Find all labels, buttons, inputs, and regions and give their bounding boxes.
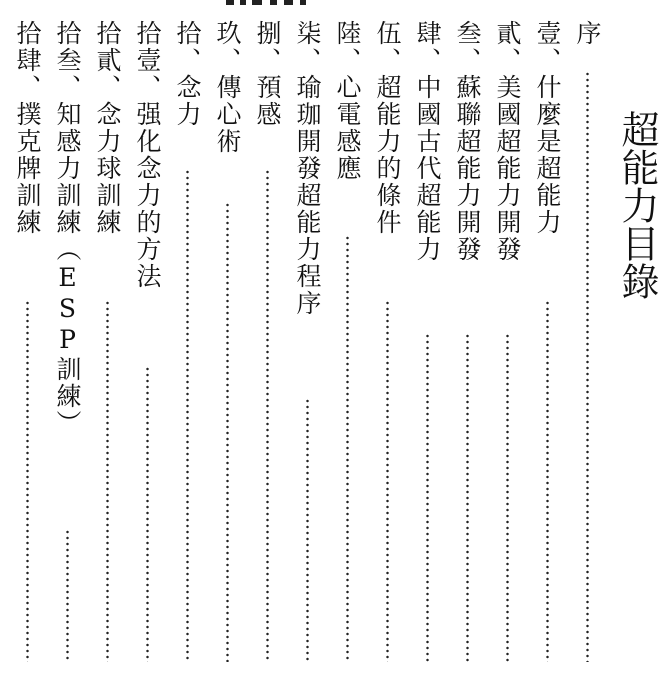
leader-dots [146,366,149,662]
leader-dots [466,333,469,662]
toc-entry[interactable] [367,20,407,668]
toc-page-number [167,660,207,668]
toc-entry-label: 拾貳、念力球訓練 [93,20,122,236]
toc-entry-label: 伍、超能力的條件 [373,20,402,236]
toc-page-number [287,660,327,668]
toc-entry[interactable] [447,20,487,668]
toc-page-number [447,660,487,668]
leader-dots [586,71,589,662]
toc-entry-label: 柒、瑜珈開發超能力程序 [293,20,322,317]
toc-entry-label: 肆、中國古代超能力 [413,20,442,263]
toc-entry-label: 叁、蘇聯超能力開發 [453,20,482,263]
leader-dots [186,169,189,662]
toc-entry-label: 捌、預感 [253,20,282,128]
toc-page-number [327,660,367,668]
toc-page-number [127,660,167,668]
toc-entry[interactable] [167,20,207,668]
toc-entry[interactable] [287,20,327,668]
toc-page-number [207,660,247,668]
leader-dots [346,235,349,662]
toc-entry-label: 序 [573,20,602,47]
leader-dots [506,333,509,662]
toc-entry[interactable] [247,20,287,668]
toc-entry[interactable] [487,20,527,668]
leader-dots [66,529,69,662]
toc-entry[interactable] [207,20,247,668]
leader-dots [106,300,109,662]
toc-page-number [87,660,127,668]
leader-dots [546,300,549,662]
toc-entry[interactable] [47,20,87,668]
scan-edge-mark [226,0,326,6]
toc-page-number [527,660,567,668]
toc-entry[interactable] [127,20,167,668]
toc-entry-label: 貳、美國超能力開發 [493,20,522,263]
toc-entry-label: 壹、什麼是超能力 [533,20,562,236]
toc-page-number [367,660,407,668]
leader-dots [266,169,269,662]
toc-page-number [247,660,287,668]
toc-page-number [7,660,47,668]
leader-dots [26,300,29,662]
toc-entry-label: 拾、念力 [173,20,202,128]
leader-dots [386,300,389,662]
toc-page-number [407,660,447,668]
leader-dots [226,202,229,662]
toc-entry-label: 陸、心電感應 [333,20,362,182]
toc-entry[interactable] [527,20,567,668]
toc-entry[interactable] [567,20,607,668]
leader-dots [426,333,429,662]
toc-entry[interactable] [87,20,127,668]
toc-entry-label: 拾壹、强化念力的方法 [133,20,162,290]
toc-page-number [487,660,527,668]
toc-page-number [47,660,87,668]
leader-dots [306,398,309,662]
toc-entries [7,20,607,668]
toc-entry-label: 拾肆、撲克牌訓練 [13,20,42,236]
toc-title: 超能力目錄 [615,110,659,300]
toc-entry[interactable] [327,20,367,668]
toc-page-number [567,660,607,668]
toc-entry-label: 玖、傳心術 [213,20,242,155]
toc-entry[interactable] [7,20,47,668]
toc-entry-label: 拾叁、知感力訓練（ESP訓練） [53,20,82,437]
toc-entry[interactable] [407,20,447,668]
